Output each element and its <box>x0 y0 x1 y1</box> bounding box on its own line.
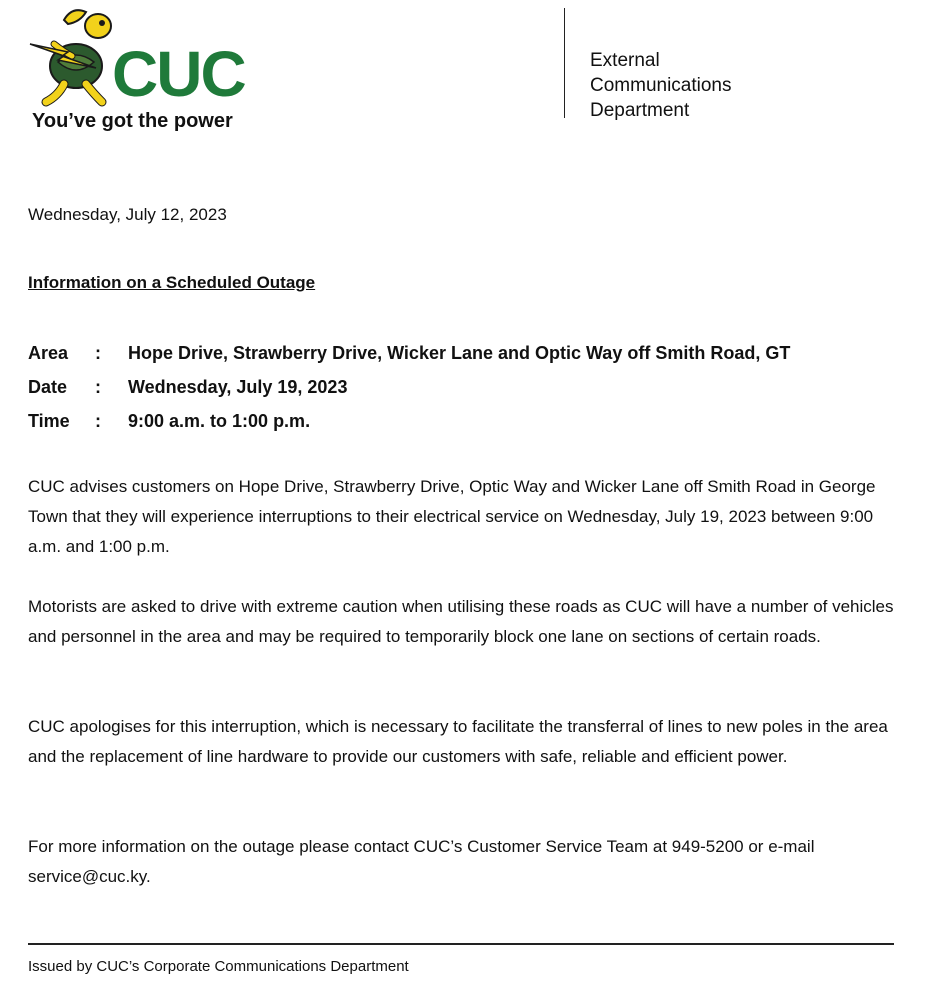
lightning-bolt-icon <box>28 34 98 74</box>
logo-wordmark: CUC <box>112 38 245 110</box>
detail-value: 9:00 a.m. to 1:00 p.m. <box>128 411 311 431</box>
department-line: External <box>590 50 660 71</box>
detail-label: Time <box>28 411 70 431</box>
tagline: You’ve got the power <box>32 110 233 132</box>
detail-value: Wednesday, July 19, 2023 <box>128 377 348 397</box>
footer-divider <box>28 943 894 945</box>
detail-separator: : <box>95 411 101 431</box>
detail-separator: : <box>95 377 101 397</box>
release-date: Wednesday, July 12, 2023 <box>28 205 227 224</box>
detail-label: Date <box>28 377 68 397</box>
detail-label: Area <box>28 343 69 363</box>
release-heading: Information on a Scheduled Outage <box>28 273 316 292</box>
cuc-logo <box>24 4 264 139</box>
department-name <box>590 48 732 123</box>
paragraph: Motorists are asked to drive with extreme caution when utilising these roads as CUC will have a number of vehicles and personnel in the area and may be required to temporarily block one lane on sections of certain roads. <box>28 597 894 646</box>
paragraph: For more information on the outage please contact CUC’s Customer Service Team at 949-5200 or e-mail service@cuc.ky. <box>28 837 815 886</box>
paragraph: CUC advises customers on Hope Drive, Strawberry Drive, Optic Way and Wicker Lane off Smith Road in George Town that they will experience interruptions to their electrical service on Wednesday, July 19, 2023 between 9:00 a.m. and 1:00 p.m. <box>28 477 876 556</box>
issued-by-footer: Issued by CUC’s Corporate Communications Department <box>28 958 409 975</box>
header-divider <box>564 8 565 118</box>
detail-value: Hope Drive, Strawberry Drive, Wicker Lane and Optic Way off Smith Road, GT <box>128 343 791 363</box>
detail-separator: : <box>95 343 101 363</box>
department-line: Department <box>590 100 690 121</box>
paragraph: CUC apologises for this interruption, which is necessary to facilitate the transferral of lines to new poles in the area and the replacement of line hardware to provide our customers with safe, reliable and efficient power. <box>28 717 888 766</box>
department-line: Communications <box>590 75 732 96</box>
letterhead <box>0 0 950 150</box>
